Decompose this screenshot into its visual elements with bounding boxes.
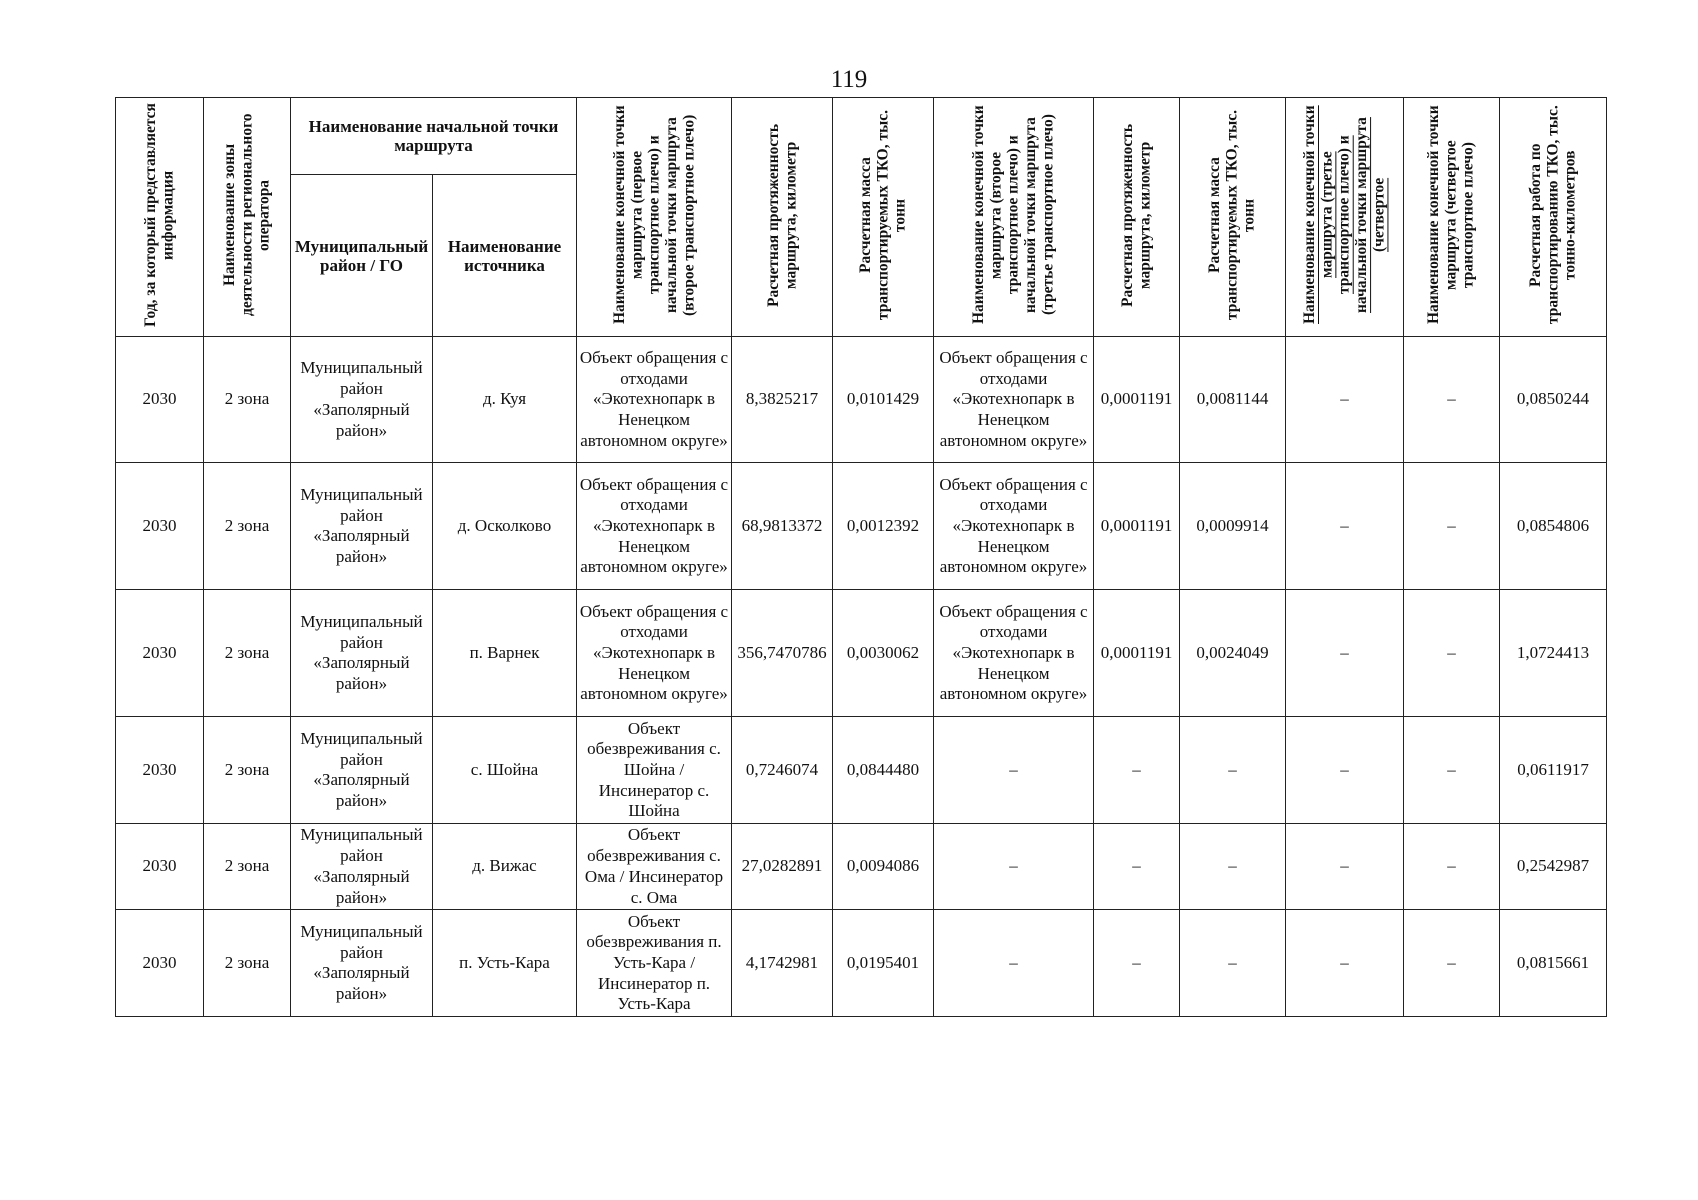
cell-mass2: – (1180, 910, 1286, 1017)
cell-len2: 0,0001191 (1094, 590, 1180, 717)
header-mass2: Расчетная масса транспортируемых ТКО, тыс. тонн (1180, 98, 1286, 337)
cell-dest4: – (1404, 910, 1500, 1017)
cell-source: д. Вижас (433, 824, 577, 910)
cell-mass1: 0,0101429 (833, 337, 934, 463)
cell-year: 2030 (116, 337, 204, 463)
cell-source: с. Шойна (433, 717, 577, 824)
cell-mass1: 0,0094086 (833, 824, 934, 910)
cell-zone: 2 зона (204, 824, 291, 910)
cell-work: 0,0611917 (1500, 717, 1607, 824)
cell-municipality: Муниципальный район «Заполярный район» (291, 824, 433, 910)
cell-dest3: – (1286, 590, 1404, 717)
header-dest1: Наименование конечной точки маршрута (первое транспортное плечо) и начальной точки маршрута (второе транспортное плечо) (577, 98, 732, 337)
cell-work: 1,0724413 (1500, 590, 1607, 717)
cell-work: 0,2542987 (1500, 824, 1607, 910)
cell-year: 2030 (116, 824, 204, 910)
cell-zone: 2 зона (204, 337, 291, 463)
header-dest2: Наименование конечной точки маршрута (второе транспортное плечо) и начальной точки маршрута (третье транспортное плечо) (934, 98, 1094, 337)
cell-dest4: – (1404, 463, 1500, 590)
header-start-point: Наименование начальной точки маршрута (291, 98, 577, 175)
cell-zone: 2 зона (204, 590, 291, 717)
cell-len1: 4,1742981 (732, 910, 833, 1017)
table-row (116, 824, 1607, 910)
cell-zone: 2 зона (204, 463, 291, 590)
cell-dest4: – (1404, 717, 1500, 824)
cell-len1: 8,3825217 (732, 337, 833, 463)
header-len2: Расчетная протяженность маршрута, километр (1094, 98, 1180, 337)
header-len1: Расчетная протяженность маршрута, километр (732, 98, 833, 337)
cell-municipality: Муниципальный район «Заполярный район» (291, 590, 433, 717)
cell-len2: – (1094, 910, 1180, 1017)
cell-mass1: 0,0195401 (833, 910, 934, 1017)
cell-dest1: Объект обращения с отходами «Экотехнопарк в Ненецком автономном округе» (577, 463, 732, 590)
table-row (116, 910, 1607, 1017)
cell-mass2: 0,0009914 (1180, 463, 1286, 590)
cell-work: 0,0850244 (1500, 337, 1607, 463)
header-zone: Наименование зоны деятельности регионального оператора (204, 98, 291, 337)
header-mass1: Расчетная масса транспортируемых ТКО, тыс. тонн (833, 98, 934, 337)
cell-zone: 2 зона (204, 717, 291, 824)
routes-table (115, 97, 1607, 1017)
header-year: Год, за который представляется информация (116, 98, 204, 337)
cell-dest3: – (1286, 337, 1404, 463)
cell-source: д. Куя (433, 337, 577, 463)
cell-dest2: – (934, 910, 1094, 1017)
cell-source: д. Осколково (433, 463, 577, 590)
cell-year: 2030 (116, 590, 204, 717)
cell-dest1: Объект обезвреживания п. Усть-Кара / Инсинератор п. Усть-Кара (577, 910, 732, 1017)
cell-dest4: – (1404, 337, 1500, 463)
cell-len2: – (1094, 717, 1180, 824)
cell-dest3: – (1286, 717, 1404, 824)
table-header (116, 98, 1607, 337)
cell-dest1: Объект обращения с отходами «Экотехнопарк в Ненецком автономном округе» (577, 337, 732, 463)
cell-mass2: 0,0024049 (1180, 590, 1286, 717)
cell-source: п. Варнек (433, 590, 577, 717)
cell-zone: 2 зона (204, 910, 291, 1017)
cell-dest3: – (1286, 824, 1404, 910)
table-row (116, 717, 1607, 824)
cell-dest4: – (1404, 590, 1500, 717)
cell-mass1: 0,0030062 (833, 590, 934, 717)
cell-municipality: Муниципальный район «Заполярный район» (291, 910, 433, 1017)
cell-year: 2030 (116, 910, 204, 1017)
cell-len1: 68,9813372 (732, 463, 833, 590)
cell-dest2: Объект обращения с отходами «Экотехнопарк в Ненецком автономном округе» (934, 463, 1094, 590)
table-row (116, 590, 1607, 717)
page-number: 119 (830, 66, 868, 93)
header-source: Наименование источника (433, 175, 577, 337)
cell-dest1: Объект обезвреживания с. Ома / Инсинератор с. Ома (577, 824, 732, 910)
cell-source: п. Усть-Кара (433, 910, 577, 1017)
cell-mass2: 0,0081144 (1180, 337, 1286, 463)
table-row (116, 337, 1607, 463)
header-work: Расчетная работа по транспортированию ТКО, тыс. тонно-километров (1500, 98, 1607, 337)
header-municipality: Муниципальный район / ГО (291, 175, 433, 337)
cell-len2: 0,0001191 (1094, 463, 1180, 590)
cell-dest1: Объект обращения с отходами «Экотехнопарк в Ненецком автономном округе» (577, 590, 732, 717)
cell-dest3: – (1286, 463, 1404, 590)
cell-municipality: Муниципальный район «Заполярный район» (291, 463, 433, 590)
cell-work: 0,0854806 (1500, 463, 1607, 590)
cell-work: 0,0815661 (1500, 910, 1607, 1017)
cell-municipality: Муниципальный район «Заполярный район» (291, 717, 433, 824)
cell-len1: 27,0282891 (732, 824, 833, 910)
header-dest3: Наименование конечной точки маршрута (третье транспортное плечо) и начальной точки маршрута (четвертое (1286, 98, 1404, 337)
cell-mass1: 0,0012392 (833, 463, 934, 590)
cell-mass2: – (1180, 824, 1286, 910)
cell-len1: 356,7470786 (732, 590, 833, 717)
cell-year: 2030 (116, 717, 204, 824)
cell-dest3: – (1286, 910, 1404, 1017)
cell-len1: 0,7246074 (732, 717, 833, 824)
cell-dest2: – (934, 824, 1094, 910)
cell-dest2: Объект обращения с отходами «Экотехнопарк в Ненецком автономном округе» (934, 590, 1094, 717)
cell-mass1: 0,0844480 (833, 717, 934, 824)
cell-dest1: Объект обезвреживания с. Шойна / Инсинератор с. Шойна (577, 717, 732, 824)
cell-dest2: Объект обращения с отходами «Экотехнопарк в Ненецком автономном округе» (934, 337, 1094, 463)
cell-municipality: Муниципальный район «Заполярный район» (291, 337, 433, 463)
cell-dest4: – (1404, 824, 1500, 910)
cell-len2: – (1094, 824, 1180, 910)
cell-year: 2030 (116, 463, 204, 590)
table-row (116, 463, 1607, 590)
cell-len2: 0,0001191 (1094, 337, 1180, 463)
header-dest4: Наименование конечной точки маршрута (четвертое транспортное плечо) (1404, 98, 1500, 337)
cell-mass2: – (1180, 717, 1286, 824)
cell-dest2: – (934, 717, 1094, 824)
